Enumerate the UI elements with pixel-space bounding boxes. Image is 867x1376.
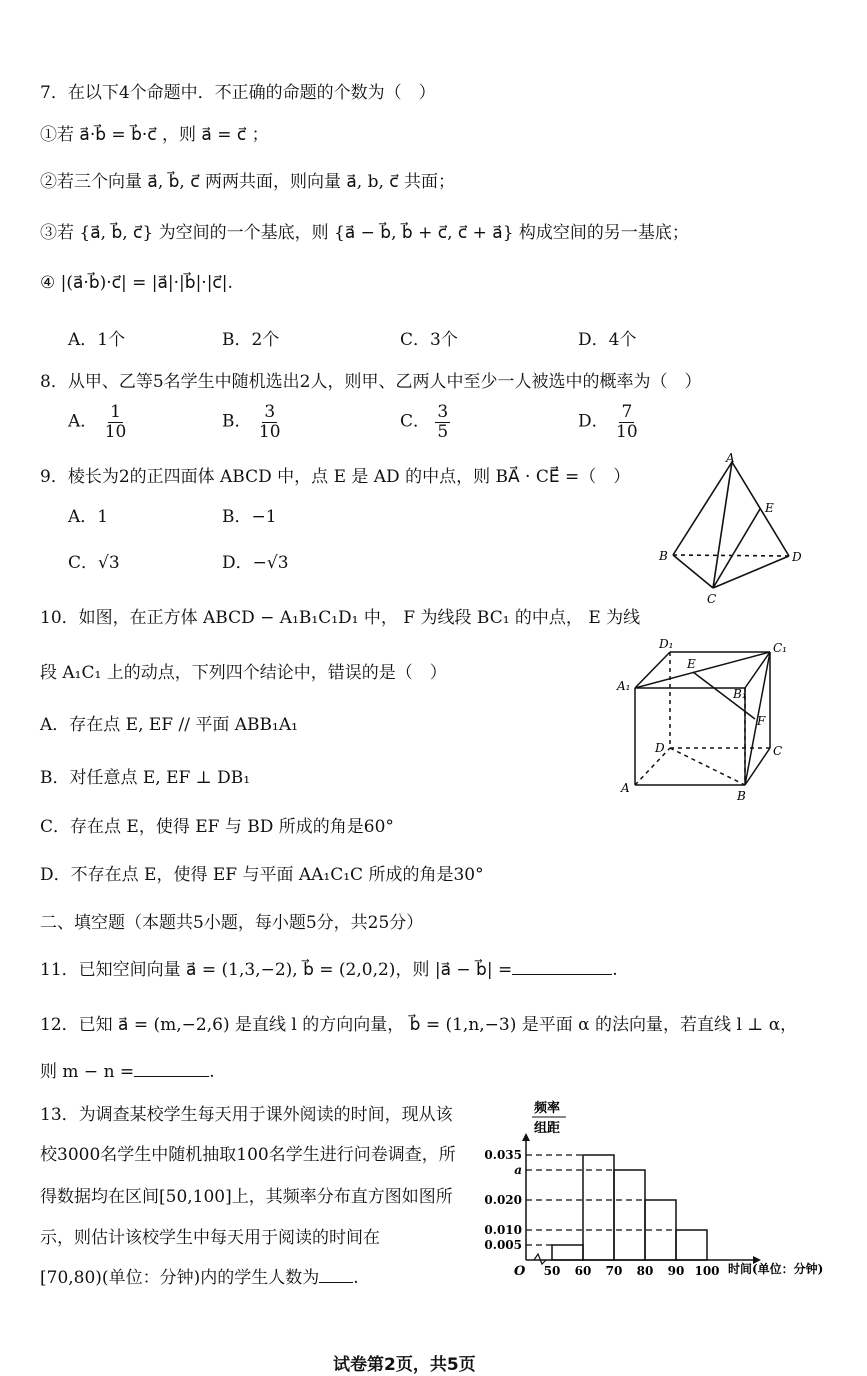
cube-label-c1: C₁ bbox=[773, 641, 787, 655]
cube-figure bbox=[615, 630, 815, 805]
q8-option-b bbox=[222, 403, 283, 441]
histogram-y-tick-label: 0.020 bbox=[484, 1193, 522, 1207]
q8-option-a-num: 1 bbox=[110, 402, 121, 422]
q8-option-a-label: A． bbox=[68, 411, 98, 432]
tetra-label-c: C bbox=[707, 592, 717, 606]
histogram-bar bbox=[614, 1170, 645, 1260]
tetrahedron-figure bbox=[655, 450, 815, 610]
q13-line-1: 13．为调查某校学生每天用于课外阅读的时间，现从该 bbox=[40, 1105, 453, 1125]
histogram-ylabel-top: 频率 bbox=[534, 1101, 561, 1116]
q7-option-d: D．4个 bbox=[578, 330, 637, 350]
histogram-x-tick-label: 60 bbox=[574, 1264, 592, 1278]
histogram-y-ticks bbox=[484, 1148, 522, 1252]
histogram-y-tick-label: a bbox=[514, 1163, 522, 1177]
q8-option-a bbox=[68, 403, 128, 441]
histogram-x-ticks bbox=[544, 1264, 720, 1278]
histogram-axis-break bbox=[534, 1254, 546, 1264]
q8-option-c-num: 3 bbox=[437, 402, 449, 422]
histogram-x-tick-label: 70 bbox=[605, 1264, 623, 1278]
q8-option-a-fraction bbox=[103, 403, 129, 441]
q8-option-d bbox=[578, 403, 640, 441]
q7-option-b: B．2个 bbox=[222, 330, 280, 350]
tetra-label-d: D bbox=[792, 550, 802, 564]
q8-option-d-label: D． bbox=[578, 411, 609, 432]
q9-option-b: B．−1 bbox=[222, 507, 277, 527]
q8-option-d-den: 10 bbox=[616, 421, 638, 442]
histogram-origin: O bbox=[514, 1264, 526, 1279]
cube-label-c: C bbox=[773, 744, 783, 758]
histogram-ylabel-bottom: 组距 bbox=[534, 1121, 561, 1136]
q13-end: . bbox=[353, 1268, 359, 1288]
q13-line-3: 得数据均在区间[50,100]上，其频率分布直方图如图所 bbox=[40, 1187, 453, 1207]
cube-label-a: A bbox=[621, 781, 630, 795]
histogram-x-tick-label: 50 bbox=[543, 1264, 561, 1278]
q8-option-d-num: 7 bbox=[621, 402, 633, 422]
histogram-y-axis-arrow bbox=[522, 1133, 530, 1141]
page-footer: 试卷第2页，共5页 bbox=[333, 1355, 476, 1375]
q11 bbox=[40, 955, 618, 980]
frequency-histogram bbox=[478, 1095, 848, 1285]
q12-line2-text: 则 m − n = bbox=[40, 1062, 135, 1082]
cube-label-d: D bbox=[655, 741, 665, 755]
q13-line-5 bbox=[40, 1263, 359, 1288]
q7-item-4: ④ |(a⃗·b⃗)·c⃗| = |a⃗|·|b⃗|·|c⃗|. bbox=[40, 273, 233, 293]
tetra-label-a: A bbox=[726, 451, 735, 465]
q13-line-4: 示，则估计该校学生中每天用于阅读的时间在 bbox=[40, 1228, 380, 1248]
q8-option-c-den: 5 bbox=[437, 421, 449, 442]
q9-option-d: D．−√3 bbox=[222, 553, 289, 573]
q8-option-c bbox=[400, 403, 450, 441]
q7-item-2: ②若三个向量 a⃗, b⃗, c⃗ 两两共面，则向量 a⃗, b, c⃗ 共面； bbox=[40, 172, 456, 192]
histogram-y-tick-label: 0.035 bbox=[484, 1148, 522, 1162]
cube-label-b1: B₁ bbox=[733, 687, 747, 701]
cube-label-d1: D₁ bbox=[659, 637, 674, 651]
histogram-x-tick-label: 90 bbox=[667, 1264, 685, 1278]
q7-stem: 7．在以下4个命题中．不正确的命题的个数为（ ） bbox=[40, 83, 436, 103]
q9-stem: 9．棱长为2的正四面体 ABCD 中，点 E 是 AD 的中点，则 BA⃗ · CE⃗ =（ ） bbox=[40, 467, 631, 487]
q12-end: . bbox=[209, 1062, 215, 1082]
cube-label-e: E bbox=[687, 657, 696, 671]
q10-stem-line2: 段 A₁C₁ 上的动点，下列四个结论中，错误的是（ ） bbox=[40, 663, 447, 683]
q7-option-c: C．3个 bbox=[400, 330, 458, 350]
histogram-xlabel: 时间(单位：分钟) bbox=[728, 1262, 824, 1276]
q7-item-3: ③若 {a⃗, b⃗, c⃗} 为空间的一个基底，则 {a⃗ − b⃗, b⃗ + c⃗, c⃗ + a⃗} 构成空间的另一基底； bbox=[40, 223, 689, 243]
q11-end: . bbox=[612, 960, 618, 980]
q8-option-d-fraction bbox=[614, 403, 640, 441]
histogram-y-tick-label: 0.010 bbox=[484, 1223, 522, 1237]
q13-line-5-text: [70,80)(单位：分钟)内的学生人数为 bbox=[40, 1268, 320, 1288]
histogram-x-tick-label: 100 bbox=[694, 1264, 720, 1278]
q10-option-a: A．存在点 E, EF // 平面 ABB₁A₁ bbox=[40, 715, 298, 735]
q10-option-c: C．存在点 E，使得 EF 与 BD 所成的角是60° bbox=[40, 817, 394, 837]
cube-label-b: B bbox=[737, 789, 746, 803]
q8-option-c-fraction bbox=[435, 403, 450, 441]
section-2-heading: 二、填空题（本题共5小题，每小题5分，共25分） bbox=[40, 913, 424, 933]
tetra-label-e: E bbox=[765, 501, 774, 515]
q11-stem: 11．已知空间向量 a⃗ = (1,3,−2), b⃗ = (2,0,2)，则 |a⃗ − b⃗| = bbox=[40, 960, 513, 980]
histogram-bar bbox=[583, 1155, 614, 1260]
q12-line2 bbox=[40, 1057, 215, 1082]
q11-answer-blank[interactable] bbox=[512, 960, 612, 975]
q7-item-1: ①若 a⃗·b⃗ = b⃗·c⃗ ，则 a⃗ = c⃗ ； bbox=[40, 125, 269, 145]
q8-option-b-den: 10 bbox=[258, 421, 281, 442]
q8-option-b-fraction bbox=[257, 403, 283, 441]
q10-option-d: D．不存在点 E，使得 EF 与平面 AA₁C₁C 所成的角是30° bbox=[40, 865, 484, 885]
q9-option-a: A．1 bbox=[68, 507, 109, 527]
q8-option-b-label: B． bbox=[222, 411, 252, 432]
q8-option-b-num: 3 bbox=[264, 402, 276, 422]
q13-line-2: 校3000名学生中随机抽取100名学生进行问卷调查，所 bbox=[40, 1145, 456, 1165]
q10-stem-line1: 10．如图，在正方体 ABCD − A₁B₁C₁D₁ 中， F 为线段 BC₁ 的中点， E 为线 bbox=[40, 608, 641, 628]
histogram-bar bbox=[676, 1230, 707, 1260]
q8-option-a-den: 10 bbox=[104, 421, 127, 442]
histogram-x-tick-label: 80 bbox=[636, 1264, 654, 1278]
q12-stem: 12．已知 a⃗ = (m,−2,6) 是直线 l 的方向向量， b⃗ = (1,n,−3) 是平面 α 的法向量，若直线 l ⊥ α， bbox=[40, 1015, 798, 1035]
q8-stem: 8．从甲、乙等5名学生中随机选出2人，则甲、乙两人中至少一人被选中的概率为（ ） bbox=[40, 372, 702, 392]
q12-answer-blank[interactable] bbox=[134, 1062, 209, 1077]
histogram-bar bbox=[552, 1245, 583, 1260]
cube-label-f: F bbox=[757, 714, 766, 728]
histogram-bars bbox=[552, 1155, 707, 1260]
q7-option-a: A．1个 bbox=[68, 330, 126, 350]
cube-label-a1: A₁ bbox=[617, 679, 631, 693]
histogram-y-tick-label: 0.005 bbox=[484, 1238, 522, 1252]
tetra-label-b: B bbox=[659, 549, 668, 563]
q10-option-b: B．对任意点 E, EF ⊥ DB₁ bbox=[40, 768, 251, 788]
q13-answer-blank[interactable] bbox=[319, 1268, 353, 1283]
q9-option-c: C．√3 bbox=[68, 553, 120, 573]
q8-option-c-label: C． bbox=[400, 411, 431, 432]
